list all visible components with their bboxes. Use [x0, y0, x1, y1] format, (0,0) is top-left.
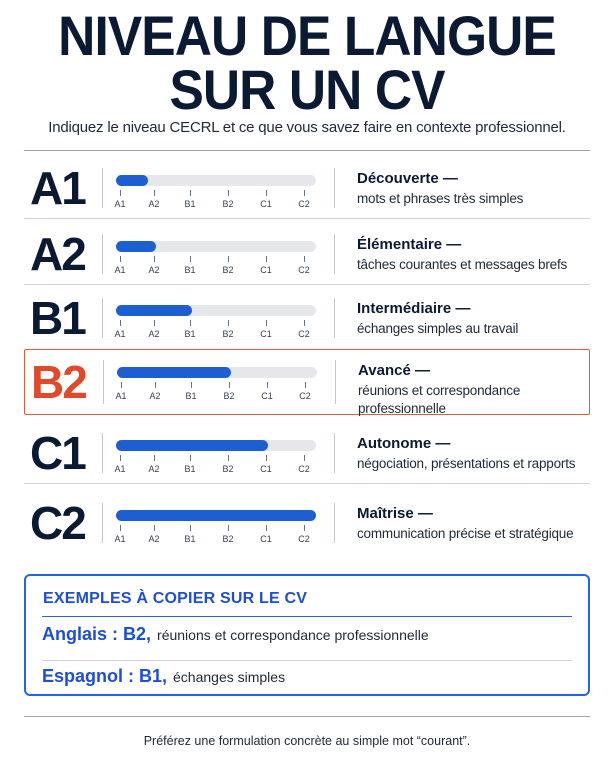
scale-tick-mark [266, 256, 267, 262]
scale-tick [289, 256, 319, 275]
scale-tick-mark [304, 320, 305, 326]
scale-tick-label: A1 [114, 199, 126, 209]
level-detail: tâches courantes et messages brefs [357, 257, 568, 272]
scale-tick-label: C2 [299, 391, 311, 401]
level-detail: négociation, présentations et rapports [357, 456, 576, 471]
scale-tick-label: C2 [298, 199, 310, 209]
column-separator [334, 503, 335, 543]
column-separator [334, 234, 335, 274]
scale-tick-mark [304, 190, 305, 196]
scale-tick [106, 382, 136, 401]
level-heading: Autonome — [357, 435, 451, 452]
scale-tick-mark [266, 320, 267, 326]
scale-tick-mark [229, 382, 230, 388]
scale-tick-label: A2 [149, 391, 161, 401]
level-scale [116, 256, 316, 282]
level-code: C1 [30, 427, 85, 479]
example-item [42, 666, 285, 687]
scale-tick [139, 190, 169, 209]
scale-tick [175, 525, 205, 544]
scale-tick-mark [266, 455, 267, 461]
scale-tick-label: A2 [148, 534, 160, 544]
examples-heading: EXEMPLES À COPIER SUR LE CV [43, 590, 308, 607]
column-separator [334, 298, 335, 338]
scale-tick-label: B1 [184, 329, 196, 339]
level-progress-track [116, 440, 316, 451]
level-description [357, 300, 587, 338]
scale-tick [213, 256, 243, 275]
page-title-line-1: NIVEAU DE LANGUE [58, 4, 556, 67]
level-progress-fill [116, 510, 316, 521]
scale-tick-mark [120, 320, 121, 326]
level-progress-track [116, 305, 316, 316]
level-progress-fill [116, 241, 156, 252]
scale-tick [105, 320, 135, 339]
level-row-c1 [24, 423, 590, 483]
scale-tick [175, 190, 205, 209]
scale-tick-label: A1 [114, 329, 126, 339]
example-label: Espagnol : B1, [42, 666, 168, 686]
row-divider [24, 483, 590, 484]
column-separator [334, 168, 335, 208]
scale-tick [213, 190, 243, 209]
scale-tick [105, 525, 135, 544]
scale-tick-label: C1 [260, 265, 272, 275]
column-separator [103, 360, 104, 404]
scale-tick-label: B1 [184, 199, 196, 209]
scale-tick [251, 256, 281, 275]
scale-tick-mark [190, 525, 191, 531]
scale-tick-label: C1 [260, 534, 272, 544]
bottom-divider [24, 716, 590, 717]
scale-tick-mark [120, 525, 121, 531]
scale-tick-mark [228, 256, 229, 262]
scale-tick-label: B2 [222, 265, 234, 275]
scale-tick-mark [267, 382, 268, 388]
footer-note: Préférez une formulation concrète au simple mot “courant”. [143, 734, 471, 748]
scale-tick-mark [266, 190, 267, 196]
scale-tick-label: A1 [115, 391, 127, 401]
scale-tick [252, 382, 282, 401]
row-divider [24, 218, 590, 219]
row-divider [24, 284, 590, 285]
scale-tick [105, 455, 135, 474]
scale-tick-label: B2 [223, 391, 235, 401]
example-item [42, 624, 429, 645]
scale-tick-label: A1 [114, 464, 126, 474]
scale-tick-mark [190, 455, 191, 461]
level-code: B1 [30, 292, 85, 344]
level-progress-track [116, 241, 316, 252]
scale-tick-label: B1 [184, 265, 196, 275]
level-row-a2 [24, 224, 590, 284]
scale-tick-mark [120, 455, 121, 461]
scale-tick [105, 190, 135, 209]
scale-tick-mark [305, 382, 306, 388]
level-progress-fill [116, 440, 268, 451]
scale-tick-mark [228, 190, 229, 196]
scale-tick-label: A2 [148, 464, 160, 474]
scale-tick-mark [266, 525, 267, 531]
scale-tick-mark [120, 256, 121, 262]
example-text: réunions et correspondance professionnelle [157, 627, 429, 643]
scale-tick [139, 256, 169, 275]
page-title-line-2: SUR UN CV [169, 58, 445, 121]
level-heading: Maîtrise — [357, 505, 433, 522]
scale-tick-mark [304, 256, 305, 262]
level-code: A2 [30, 228, 85, 280]
level-description [357, 170, 587, 208]
scale-tick-mark [190, 190, 191, 196]
scale-tick-label: B2 [222, 199, 234, 209]
scale-tick-label: B1 [184, 464, 196, 474]
scale-tick [289, 190, 319, 209]
examples-box [24, 574, 590, 696]
scale-tick-label: A2 [148, 265, 160, 275]
scale-tick [176, 382, 206, 401]
column-separator [335, 360, 336, 404]
level-progress-fill [116, 305, 192, 316]
level-row-c2 [24, 493, 590, 553]
scale-tick-label: A1 [114, 265, 126, 275]
column-separator [102, 433, 103, 473]
scale-tick-mark [190, 256, 191, 262]
scale-tick-label: C1 [260, 329, 272, 339]
level-heading: Élémentaire — [357, 236, 462, 253]
scale-tick [251, 190, 281, 209]
scale-tick [213, 455, 243, 474]
example-label: Anglais : B2, [42, 624, 152, 644]
scale-tick-mark [191, 382, 192, 388]
scale-tick-mark [154, 190, 155, 196]
scale-tick-label: C2 [298, 329, 310, 339]
level-detail: échanges simples au travail [357, 321, 519, 336]
scale-tick-label: C1 [260, 199, 272, 209]
column-separator [102, 298, 103, 338]
level-heading: Découverte — [357, 170, 458, 187]
scale-tick [175, 256, 205, 275]
scale-tick-mark [120, 190, 121, 196]
scale-tick-label: B1 [184, 534, 196, 544]
level-detail: mots et phrases très simples [357, 191, 524, 206]
scale-tick-mark [228, 320, 229, 326]
scale-tick [289, 525, 319, 544]
scale-tick-label: A2 [148, 329, 160, 339]
level-description [357, 435, 587, 473]
level-code: B2 [31, 356, 86, 408]
scale-tick [213, 525, 243, 544]
column-separator [102, 168, 103, 208]
scale-tick-mark [154, 455, 155, 461]
level-scale [116, 320, 316, 346]
scale-tick-mark [304, 455, 305, 461]
level-detail: réunions et correspondance professionnelle [358, 383, 521, 416]
scale-tick [214, 382, 244, 401]
scale-tick [289, 455, 319, 474]
scale-tick-label: C1 [261, 391, 273, 401]
scale-tick-label: B2 [222, 464, 234, 474]
scale-tick-mark [121, 382, 122, 388]
scale-tick [105, 256, 135, 275]
level-detail: communication précise et stratégique [357, 526, 574, 541]
level-description [357, 236, 587, 274]
scale-tick [290, 382, 320, 401]
scale-tick [140, 382, 170, 401]
level-description [358, 362, 588, 418]
scale-tick-mark [154, 256, 155, 262]
scale-tick-label: A2 [148, 199, 160, 209]
scale-tick-label: C2 [298, 464, 310, 474]
level-scale [117, 382, 317, 408]
scale-tick-label: B1 [185, 391, 197, 401]
scale-tick-mark [228, 455, 229, 461]
level-description [357, 505, 587, 543]
scale-tick [139, 525, 169, 544]
column-separator [102, 234, 103, 274]
scale-tick-mark [304, 525, 305, 531]
level-row-b1 [24, 288, 590, 348]
scale-tick [251, 320, 281, 339]
level-heading: Avancé — [358, 362, 430, 379]
scale-tick-label: C2 [298, 265, 310, 275]
scale-tick-mark [155, 382, 156, 388]
scale-tick-mark [154, 320, 155, 326]
level-progress-track [117, 367, 317, 378]
scale-tick [289, 320, 319, 339]
top-divider [24, 150, 590, 151]
level-row-b2 [24, 349, 590, 415]
scale-tick-label: A1 [114, 534, 126, 544]
scale-tick [139, 320, 169, 339]
scale-tick [251, 525, 281, 544]
scale-tick-label: C2 [298, 534, 310, 544]
level-progress-fill [117, 367, 231, 378]
examples-heading-divider [42, 616, 572, 617]
scale-tick [139, 455, 169, 474]
page-subtitle: Indiquez le niveau CECRL et ce que vous savez faire en contexte professionnel. [48, 119, 566, 136]
level-progress-fill [116, 175, 148, 186]
scale-tick-label: B2 [222, 329, 234, 339]
level-heading: Intermédiaire — [357, 300, 471, 317]
scale-tick-mark [154, 525, 155, 531]
level-scale [116, 525, 316, 551]
level-progress-track [116, 175, 316, 186]
scale-tick [175, 455, 205, 474]
scale-tick [251, 455, 281, 474]
example-text: échanges simples [173, 669, 286, 685]
column-separator [102, 503, 103, 543]
scale-tick-label: B2 [222, 534, 234, 544]
scale-tick-label: C1 [260, 464, 272, 474]
column-separator [334, 433, 335, 473]
level-progress-track [116, 510, 316, 521]
scale-tick [213, 320, 243, 339]
level-row-a1 [24, 158, 590, 218]
scale-tick [175, 320, 205, 339]
level-code: A1 [30, 162, 85, 214]
scale-tick-mark [228, 525, 229, 531]
level-code: C2 [30, 497, 85, 549]
level-scale [116, 190, 316, 216]
examples-item-divider [42, 660, 572, 661]
level-scale [116, 455, 316, 481]
scale-tick-mark [190, 320, 191, 326]
